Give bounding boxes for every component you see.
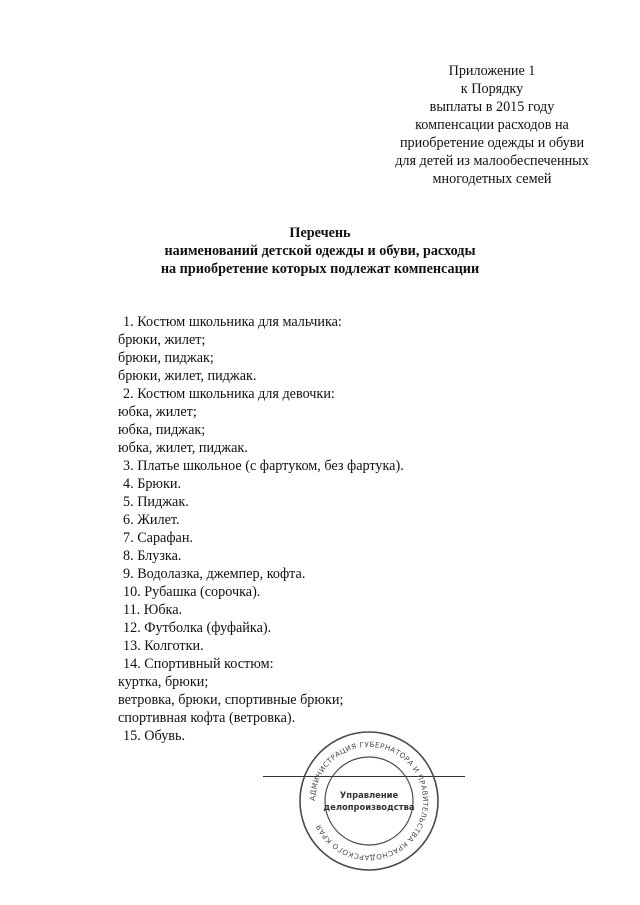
stamp-center-line: Управление [339,790,399,800]
seal-stamp [296,728,442,874]
list-item: 14. Спортивный костюм: [123,656,274,672]
list-item: 8. Блузка. [123,548,182,564]
stamp-center-line: делопроизводства [323,802,415,812]
list-subitem: куртка, брюки; [118,674,209,690]
appendix-line: выплаты в 2015 году [429,99,555,115]
list-item: 6. Жилет. [123,512,180,528]
list-item: 9. Водолазка, джемпер, кофта. [123,566,306,582]
stamp-outer-ring [300,732,438,870]
document-title [100,224,540,278]
list-subitem: спортивная кофта (ветровка). [118,710,296,726]
title-line: Перечень [289,225,351,241]
list-subitem: брюки, жилет; [118,332,206,348]
appendix-line: для детей из малообеспеченных [395,153,589,169]
title-line: на приобретение которых подлежат компенсации [160,261,480,277]
list-item: 12. Футболка (фуфайка). [123,620,272,636]
list-item: 13. Колготки. [123,638,204,654]
clothing-list [118,313,404,745]
list-subitem: брюки, пиджак; [118,350,214,366]
appendix-line: компенсации расходов на [415,117,569,133]
list-item: 10. Рубашка (сорочка). [123,584,261,600]
list-subitem: брюки, жилет, пиджак. [118,368,257,384]
appendix-line: приобретение одежды и обуви [399,135,585,151]
title-line: наименований детской одежды и обуви, расходы [164,243,476,259]
appendix-line: к Порядку [460,81,524,97]
list-subitem: юбка, жилет; [118,404,197,420]
list-subitem: юбка, пиджак; [118,422,206,438]
list-item: 3. Платье школьное (с фартуком, без фартука). [123,458,404,474]
stamp-ring-text: АДМИНИСТРАЦИЯ ГУБЕРНАТОРА И ПРАВИТЕЛЬСТВА КРАСНОДАРСКОГО КРАЯ [307,739,431,863]
list-item: 2. Костюм школьника для девочки: [123,386,335,402]
list-item: 7. Сарафан. [123,530,193,546]
appendix-header [372,62,612,188]
appendix-line: многодетных семей [432,171,552,187]
list-item: 15. Обувь. [123,728,186,744]
list-item: 1. Костюм школьника для мальчика: [123,314,342,330]
list-item: 5. Пиджак. [123,494,189,510]
list-subitem: ветровка, брюки, спортивные брюки; [118,692,344,708]
list-item: 11. Юбка. [123,602,183,618]
list-item: 4. Брюки. [123,476,182,492]
appendix-line: Приложение 1 [448,63,536,79]
list-subitem: юбка, жилет, пиджак. [118,440,248,456]
stamp-inner-ring [325,757,413,845]
